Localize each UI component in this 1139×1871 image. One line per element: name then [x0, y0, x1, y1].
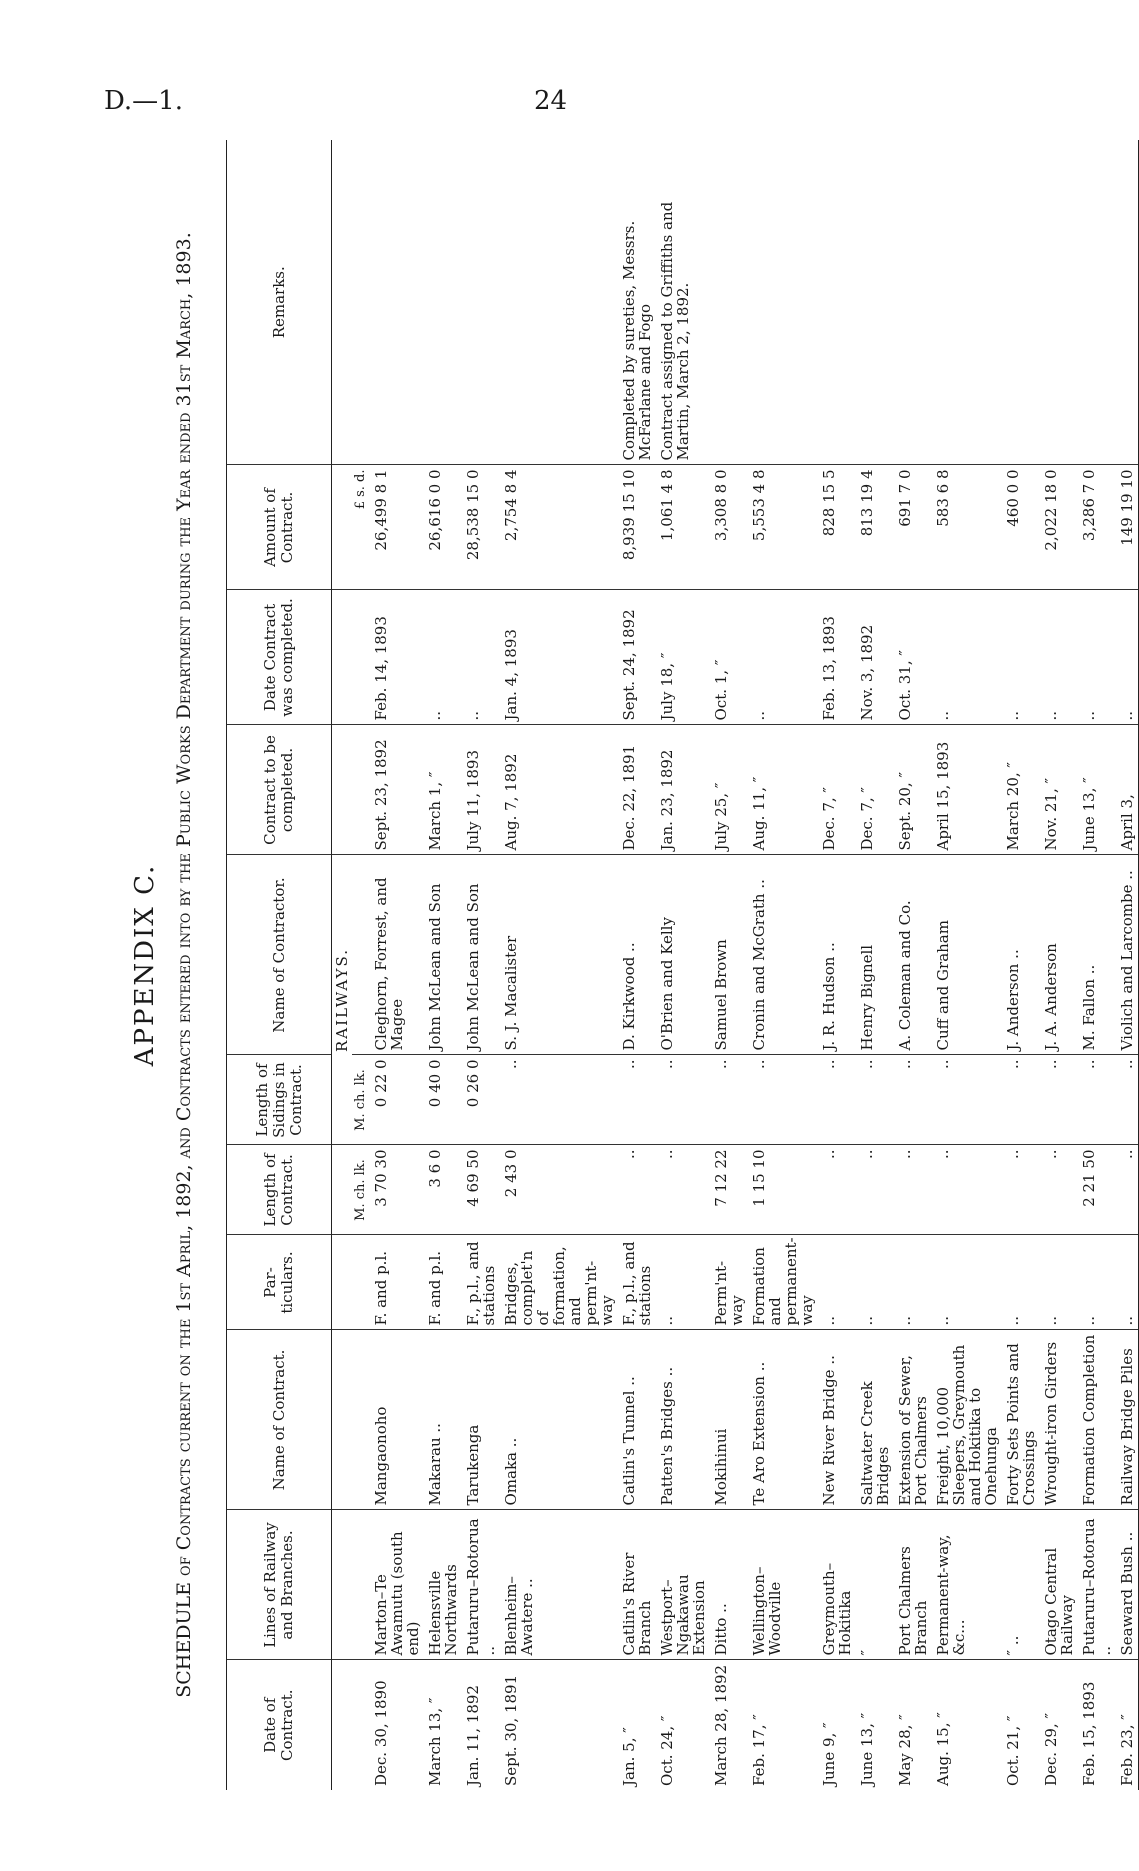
- particulars-cell: ..: [818, 1235, 856, 1330]
- contractor-cell: Cronin and McGrath ..: [748, 855, 818, 1055]
- date-cell: March 28, 1892: [712, 1664, 730, 1786]
- date-cell: Sept. 30, 1891: [502, 1674, 520, 1786]
- amount-cell: 3,308 8 0: [710, 465, 748, 590]
- date-cell: Feb. 23, ″: [1116, 1660, 1139, 1790]
- appendix-title: APPENDIX C.: [130, 863, 160, 1067]
- name-cell: Tarukenga: [462, 1330, 500, 1510]
- line-cell: Wellington–Woodville: [748, 1510, 818, 1660]
- to-complete-cell: March 1, ″: [424, 725, 462, 855]
- remarks-cell: Completed by sureties, Messrs. McFarlane and Fogo: [618, 140, 656, 465]
- date-cell: March 13, ″: [426, 1697, 444, 1786]
- amount-cell: 828 15 5: [818, 465, 856, 590]
- particulars-cell: F. and p.l.: [370, 1235, 424, 1330]
- contractor-cell: J. Anderson ..: [1002, 855, 1040, 1055]
- col-contractor: Name of Contractor.: [227, 855, 332, 1055]
- col-to-complete: Contract to be completed.: [227, 725, 332, 855]
- table-row: [1040, 140, 1078, 1790]
- name-cell: Freight, 10,000 Sleepers, Greymouth and Hokitika to Onehunga: [932, 1330, 1002, 1510]
- completed-cell: ..: [462, 590, 500, 725]
- remarks-cell: [424, 140, 462, 465]
- particulars-cell: ..: [1040, 1235, 1078, 1330]
- table-row: [1116, 140, 1139, 1790]
- table-row: [424, 140, 462, 1790]
- length-cell: ..: [1116, 1145, 1139, 1235]
- schedule-title-rest: of Contracts current on the 1st April, 1892, and Contracts entered into by the Public Works Department during the Year ended 31st March, 1893.: [173, 232, 195, 1576]
- name-cell: Railway Bridge Piles: [1116, 1330, 1139, 1510]
- units-length: M. ch. lk.: [352, 1145, 370, 1235]
- length-cell: 4 69 50: [462, 1145, 500, 1235]
- sidings-cell: ..: [1078, 1055, 1116, 1145]
- line-cell: Port Chalmers Branch: [894, 1510, 932, 1660]
- remarks-cell: [1116, 140, 1139, 465]
- completed-cell: ..: [748, 590, 818, 725]
- col-amount: Amount of Contract.: [227, 465, 332, 590]
- line-cell: Otago Central Railway: [1040, 1510, 1078, 1660]
- contractor-cell: Samuel Brown: [710, 855, 748, 1055]
- date-cell: Feb. 15, 1893: [1080, 1681, 1098, 1786]
- amount-cell: 149 19 10: [1116, 465, 1139, 590]
- amount-cell: 26,499 8 1: [370, 465, 424, 590]
- units-amount: £ s. d.: [352, 465, 370, 590]
- length-cell: ..: [818, 1145, 856, 1235]
- contractor-cell: Cuff and Graham: [932, 855, 1002, 1055]
- particulars-cell: ..: [656, 1235, 710, 1330]
- completed-cell: ..: [932, 590, 1002, 725]
- header-row: [227, 140, 332, 1790]
- completed-cell: Jan. 4, 1893: [500, 590, 618, 725]
- remarks-cell: [1040, 140, 1078, 465]
- date-cell: Jan. 11, 1892: [464, 1685, 482, 1786]
- table-row: [618, 140, 656, 1790]
- to-complete-cell: Jan. 23, 1892: [656, 725, 710, 855]
- col-lines: Lines of Railway and Branches.: [227, 1510, 332, 1660]
- to-complete-cell: Aug. 11, ″: [748, 725, 818, 855]
- to-complete-cell: Aug. 7, 1892: [500, 725, 618, 855]
- to-complete-cell: Dec. 7, ″: [818, 725, 856, 855]
- date-cell: Aug. 15, ″: [934, 1712, 952, 1786]
- line-cell: Putaruru–Rotorua ..: [462, 1510, 500, 1660]
- length-cell: ..: [856, 1145, 894, 1235]
- remarks-cell: [748, 140, 818, 465]
- remarks-cell: [710, 140, 748, 465]
- contractor-cell: D. Kirkwood ..: [618, 855, 656, 1055]
- date-cell: June 13, ″: [858, 1712, 876, 1786]
- amount-cell: 28,538 15 0: [462, 465, 500, 590]
- name-cell: Mokihinui: [710, 1330, 748, 1510]
- to-complete-cell: Nov. 21, ″: [1040, 725, 1078, 855]
- name-cell: Forty Sets Points and Crossings: [1002, 1330, 1040, 1510]
- line-cell: Seaward Bush ..: [1116, 1510, 1139, 1660]
- amount-cell: 813 19 4: [856, 465, 894, 590]
- contractor-cell: A. Coleman and Co.: [894, 855, 932, 1055]
- completed-cell: July 18, ″: [656, 590, 710, 725]
- amount-cell: 5,553 4 8: [748, 465, 818, 590]
- sidings-cell: ..: [856, 1055, 894, 1145]
- contractor-cell: S. J. Macalister: [500, 855, 618, 1055]
- particulars-cell: Perm'nt-way: [710, 1235, 748, 1330]
- table-row: [748, 140, 818, 1790]
- length-cell: 2 21 50: [1078, 1145, 1116, 1235]
- table-row: [1002, 140, 1040, 1790]
- contractor-cell: Henry Bignell: [856, 855, 894, 1055]
- contractor-cell: John McLean and Son: [424, 855, 462, 1055]
- sidings-cell: ..: [932, 1055, 1002, 1145]
- to-complete-cell: June 13, ″: [1078, 725, 1116, 855]
- table-row: [818, 140, 856, 1790]
- name-cell: New River Bridge ..: [818, 1330, 856, 1510]
- length-cell: 1 15 10: [748, 1145, 818, 1235]
- remarks-cell: [1002, 140, 1040, 465]
- remarks-cell: [856, 140, 894, 465]
- col-name: Name of Contract.: [227, 1330, 332, 1510]
- particulars-cell: ..: [1002, 1235, 1040, 1330]
- particulars-cell: F., p.l., and stations: [618, 1235, 656, 1330]
- amount-cell: 2,754 8 4: [500, 465, 618, 590]
- contractor-cell: John McLean and Son: [462, 855, 500, 1055]
- sidings-cell: ..: [1002, 1055, 1040, 1145]
- contractor-cell: Violich and Larcombe ..: [1116, 855, 1139, 1055]
- particulars-cell: ..: [894, 1235, 932, 1330]
- remarks-cell: [818, 140, 856, 465]
- amount-cell: 8,939 15 10: [618, 465, 656, 590]
- completed-cell: Feb. 14, 1893: [370, 590, 424, 725]
- table-row: [710, 140, 748, 1790]
- particulars-cell: F., p.l., and stations: [462, 1235, 500, 1330]
- sidings-cell: 0 40 0: [424, 1055, 462, 1145]
- line-cell: Greymouth–Hokitika: [818, 1510, 856, 1660]
- date-cell: Oct. 24, ″: [658, 1715, 676, 1786]
- amount-cell: 691 7 0: [894, 465, 932, 590]
- table-row: [656, 140, 710, 1790]
- col-date: Date of Contract.: [227, 1660, 332, 1790]
- table-row: [932, 140, 1002, 1790]
- name-cell: Wrought-iron Girders: [1040, 1330, 1078, 1510]
- completed-cell: Nov. 3, 1892: [856, 590, 894, 725]
- date-cell: Dec. 30, 1890: [372, 1680, 390, 1786]
- amount-cell: 2,022 18 0: [1040, 465, 1078, 590]
- date-cell: June 9, ″: [820, 1722, 838, 1786]
- amount-cell: 583 6 8: [932, 465, 1002, 590]
- sidings-cell: ..: [1040, 1055, 1078, 1145]
- remarks-cell: [932, 140, 1002, 465]
- completed-cell: ..: [1078, 590, 1116, 725]
- name-cell: Saltwater Creek Bridges: [856, 1330, 894, 1510]
- sidings-cell: ..: [710, 1055, 748, 1145]
- sidings-cell: ..: [1116, 1055, 1139, 1145]
- completed-cell: ..: [1040, 590, 1078, 725]
- remarks-cell: [370, 140, 424, 465]
- length-cell: ..: [894, 1145, 932, 1235]
- name-cell: Mangaonoho: [370, 1330, 424, 1510]
- remarks-cell: [500, 140, 618, 465]
- length-cell: 7 12 22: [710, 1145, 748, 1235]
- remarks-cell: [1078, 140, 1116, 465]
- completed-cell: Sept. 24, 1892: [618, 590, 656, 725]
- col-remarks: Remarks.: [227, 140, 332, 465]
- completed-cell: ..: [424, 590, 462, 725]
- table-row: [894, 140, 932, 1790]
- completed-cell: ..: [1002, 590, 1040, 725]
- completed-cell: Oct. 31, ″: [894, 590, 932, 725]
- date-cell: Dec. 29, ″: [1042, 1712, 1060, 1786]
- particulars-cell: ..: [856, 1235, 894, 1330]
- line-cell: Catlin's River Branch: [618, 1510, 656, 1660]
- contracts-table: [226, 140, 1139, 1790]
- sidings-cell: 0 22 0: [370, 1055, 424, 1145]
- completed-cell: Oct. 1, ″: [710, 590, 748, 725]
- name-cell: Te Aro Extension ..: [748, 1330, 818, 1510]
- sidings-cell: ..: [656, 1055, 710, 1145]
- line-cell: Permanent-way, &c...: [932, 1510, 1002, 1660]
- sidings-cell: ..: [748, 1055, 818, 1145]
- remarks-cell: Contract assigned to Griffiths and Martin, March 2, 1892.: [656, 140, 710, 465]
- to-complete-cell: March 20, ″: [1002, 725, 1040, 855]
- page-number: 24: [534, 86, 568, 116]
- contractor-cell: M. Fallon ..: [1078, 855, 1116, 1055]
- to-complete-cell: Dec. 7, ″: [856, 725, 894, 855]
- line-cell: Westport–Ngakawau Extension: [656, 1510, 710, 1660]
- remarks-cell: [462, 140, 500, 465]
- date-cell: Feb. 17, ″: [750, 1714, 768, 1786]
- schedule-title: [172, 140, 196, 1790]
- particulars-cell: Bridges, complet'n of formation, and perm'nt-way: [500, 1235, 618, 1330]
- length-cell: ..: [618, 1145, 656, 1235]
- to-complete-cell: July 25, ″: [710, 725, 748, 855]
- particulars-cell: Formation and permanent-way: [748, 1235, 818, 1330]
- length-cell: 2 43 0: [500, 1145, 618, 1235]
- contractor-cell: J. R. Hudson ..: [818, 855, 856, 1055]
- name-cell: Formation Completion: [1078, 1330, 1116, 1510]
- line-cell: Blenheim–Awatere ..: [500, 1510, 618, 1660]
- table-row: [462, 140, 500, 1790]
- amount-cell: 460 0 0: [1002, 465, 1040, 590]
- contractor-cell: Cleghorn, Forrest, and Magee: [370, 855, 424, 1055]
- col-particulars: Par-ticulars.: [227, 1235, 332, 1330]
- line-cell: ″: [856, 1510, 894, 1660]
- units-sidings: M. ch. lk.: [352, 1055, 370, 1145]
- completed-cell: Feb. 13, 1893: [818, 590, 856, 725]
- line-cell: Putaruru–Rotorua ..: [1078, 1510, 1116, 1660]
- amount-cell: 26,616 0 0: [424, 465, 462, 590]
- date-cell: May 28, ″: [896, 1714, 914, 1786]
- to-complete-cell: April 15, 1893: [932, 725, 1002, 855]
- sidings-cell: ..: [818, 1055, 856, 1145]
- rotated-schedule: [130, 140, 1136, 1790]
- name-cell: Makarau ..: [424, 1330, 462, 1510]
- sidings-cell: ..: [500, 1055, 618, 1145]
- section-row: [332, 140, 353, 1790]
- length-cell: 3 6 0: [424, 1145, 462, 1235]
- contractor-cell: O'Brien and Kelly: [656, 855, 710, 1055]
- units-row: [352, 140, 370, 1790]
- section-label: RAILWAYS.: [332, 855, 353, 1145]
- name-cell: Extension of Sewer, Port Chalmers: [894, 1330, 932, 1510]
- line-cell: Helensville Northwards: [424, 1510, 462, 1660]
- particulars-cell: ..: [1116, 1235, 1139, 1330]
- particulars-cell: ..: [932, 1235, 1002, 1330]
- length-cell: ..: [1002, 1145, 1040, 1235]
- col-sidings: Length of Sidings in Contract.: [227, 1055, 332, 1145]
- col-completed: Date Contract was completed.: [227, 590, 332, 725]
- completed-cell: ..: [1116, 590, 1139, 725]
- to-complete-cell: July 11, 1893: [462, 725, 500, 855]
- name-cell: Omaka ..: [500, 1330, 618, 1510]
- to-complete-cell: April 3,: [1116, 725, 1139, 855]
- page-code: D.—1.: [104, 86, 183, 116]
- sidings-cell: ..: [894, 1055, 932, 1145]
- contractor-cell: J. A. Anderson: [1040, 855, 1078, 1055]
- to-complete-cell: Sept. 20, ″: [894, 725, 932, 855]
- table-row: [500, 140, 618, 1790]
- table-row: [1078, 140, 1116, 1790]
- length-cell: ..: [656, 1145, 710, 1235]
- to-complete-cell: Sept. 23, 1892: [370, 725, 424, 855]
- length-cell: 3 70 30: [370, 1145, 424, 1235]
- sidings-cell: 0 26 0: [462, 1055, 500, 1145]
- particulars-cell: ..: [1078, 1235, 1116, 1330]
- length-cell: ..: [932, 1145, 1002, 1235]
- name-cell: Catlin's Tunnel ..: [618, 1330, 656, 1510]
- table-row: [856, 140, 894, 1790]
- remarks-cell: [894, 140, 932, 465]
- table-row: [370, 140, 424, 1790]
- schedule-title-lead: SCHEDULE: [173, 1582, 195, 1698]
- line-cell: Ditto ..: [710, 1510, 748, 1660]
- sidings-cell: ..: [618, 1055, 656, 1145]
- line-cell: ″ ..: [1002, 1510, 1040, 1660]
- col-length: Length of Contract.: [227, 1145, 332, 1235]
- line-cell: Marton–Te Awamutu (south end): [370, 1510, 424, 1660]
- name-cell: Patten's Bridges ..: [656, 1330, 710, 1510]
- amount-cell: 3,286 7 0: [1078, 465, 1116, 590]
- length-cell: ..: [1040, 1145, 1078, 1235]
- particulars-cell: F. and p.l.: [424, 1235, 462, 1330]
- date-cell: Jan. 5, ″: [620, 1727, 638, 1786]
- to-complete-cell: Dec. 22, 1891: [618, 725, 656, 855]
- date-cell: Oct. 21, ″: [1004, 1715, 1022, 1786]
- amount-cell: 1,061 4 8: [656, 465, 710, 590]
